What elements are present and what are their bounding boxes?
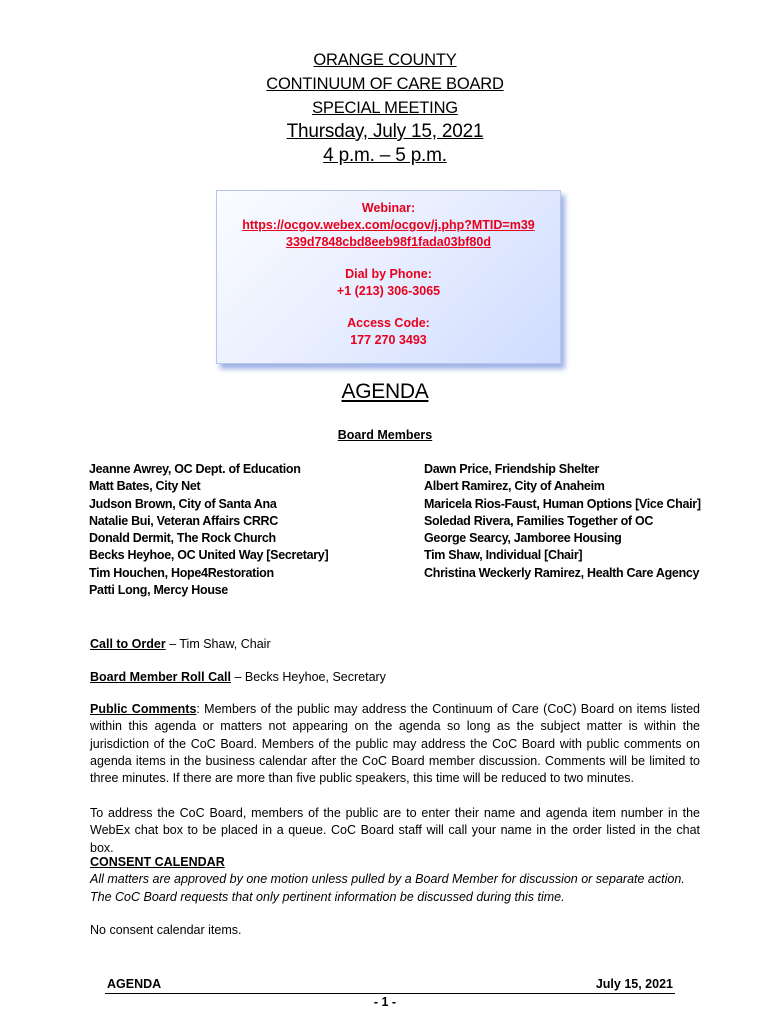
call-to-order-label: Call to Order — [90, 637, 166, 651]
consent-calendar — [90, 854, 700, 939]
member-name: Soledad Rivera, Families Together of OC — [424, 513, 654, 528]
access-code: 177 270 3493 — [350, 333, 427, 347]
roll-call — [90, 669, 700, 686]
footer-divider — [105, 993, 675, 994]
roll-call-label: Board Member Roll Call — [90, 670, 231, 684]
header-county: ORANGE COUNTY — [313, 51, 457, 69]
header-board: CONTINUUM OF CARE BOARD — [266, 75, 504, 93]
member-name: Tim Shaw, Individual [Chair] — [424, 548, 583, 563]
public-comments-label: Public Comments — [90, 702, 197, 716]
member-name: Dawn Price, Friendship Shelter — [424, 462, 600, 476]
consent-note-2: The CoC Board requests that only pertinent information be discussed during this time. — [90, 889, 565, 904]
address-board-paragraph: To address the CoC Board, members of the public are to enter their name and agenda item number in the WebEx chat box to be placed in a queue. CoC Board staff will call your name in the order listed in the chat box. — [90, 806, 700, 855]
member-name: George Searcy, Jamboree Housing — [424, 531, 622, 546]
member-name: Jeanne Awrey, OC Dept. of Education — [89, 462, 301, 476]
member-name: Becks Heyhoe, OC United Way [Secretary] — [89, 548, 329, 563]
member-name: Albert Ramirez, City of Anaheim — [424, 479, 605, 494]
member-name: Maricela Rios-Faust, Human Options [Vice Chair] — [424, 496, 701, 511]
call-to-order-text: – Tim Shaw, Chair — [165, 637, 271, 651]
header-time: 4 p.m. – 5 p.m. — [323, 145, 447, 166]
members-right-column — [424, 461, 701, 582]
board-members-heading: Board Members — [337, 428, 433, 442]
member-name: Judson Brown, City of Santa Ana — [89, 496, 277, 511]
member-name: Natalie Bui, Veteran Affairs CRRC — [89, 513, 278, 528]
consent-note-1: All matters are approved by one motion unless pulled by a Board Member for discussion or separate action. — [90, 872, 685, 887]
meeting-header — [0, 48, 770, 168]
footer-date: July 15, 2021 — [595, 977, 673, 991]
footer-agenda: AGENDA — [107, 977, 162, 991]
member-name: Christina Weckerly Ramirez, Health Care Agency — [424, 565, 700, 580]
consent-none: No consent calendar items. — [90, 922, 242, 937]
member-name: Tim Houchen, Hope4Restoration — [89, 565, 274, 580]
webinar-label: Webinar: — [361, 201, 416, 215]
webinar-link-line2[interactable]: 339d7848cbd8eeb98f1fada03bf80d — [286, 235, 491, 249]
access-code-label: Access Code: — [347, 316, 430, 330]
public-comments — [90, 701, 700, 787]
public-comments-text: : Members of the public may address the Continuum of Care (CoC) Board on items listed within this agenda or matters not appearing on the agenda so long as the subject matter is within the jurisdiction of the CoC Board. Members of the public may address the CoC Board with public comments on agenda items in the business calendar after the CoC Board member discussion. Comments will be limited to three minutes. If there are more than five public speakers, this time will be reduced to two minutes. — [90, 702, 700, 786]
header-date: Thursday, July 15, 2021 — [286, 121, 484, 142]
webinar-link-line1[interactable]: https://ocgov.webex.com/ocgov/j.php?MTID=m39 — [242, 218, 535, 232]
agenda-title: AGENDA — [341, 380, 429, 403]
phone-number: +1 (213) 306-3065 — [336, 284, 441, 298]
members-left-column — [89, 461, 328, 599]
call-to-order — [90, 636, 700, 653]
phone-label: Dial by Phone: — [345, 267, 432, 281]
page-number: - 1 - — [373, 995, 397, 1009]
member-name: Donald Dermit, The Rock Church — [89, 531, 276, 546]
member-name: Patti Long, Mercy House — [89, 583, 228, 598]
member-name: Matt Bates, City Net — [89, 479, 201, 494]
consent-calendar-label: CONSENT CALENDAR — [90, 855, 225, 869]
webinar-info-box — [216, 190, 561, 364]
header-meeting-type: SPECIAL MEETING — [312, 99, 458, 117]
roll-call-text: – Becks Heyhoe, Secretary — [231, 670, 386, 684]
